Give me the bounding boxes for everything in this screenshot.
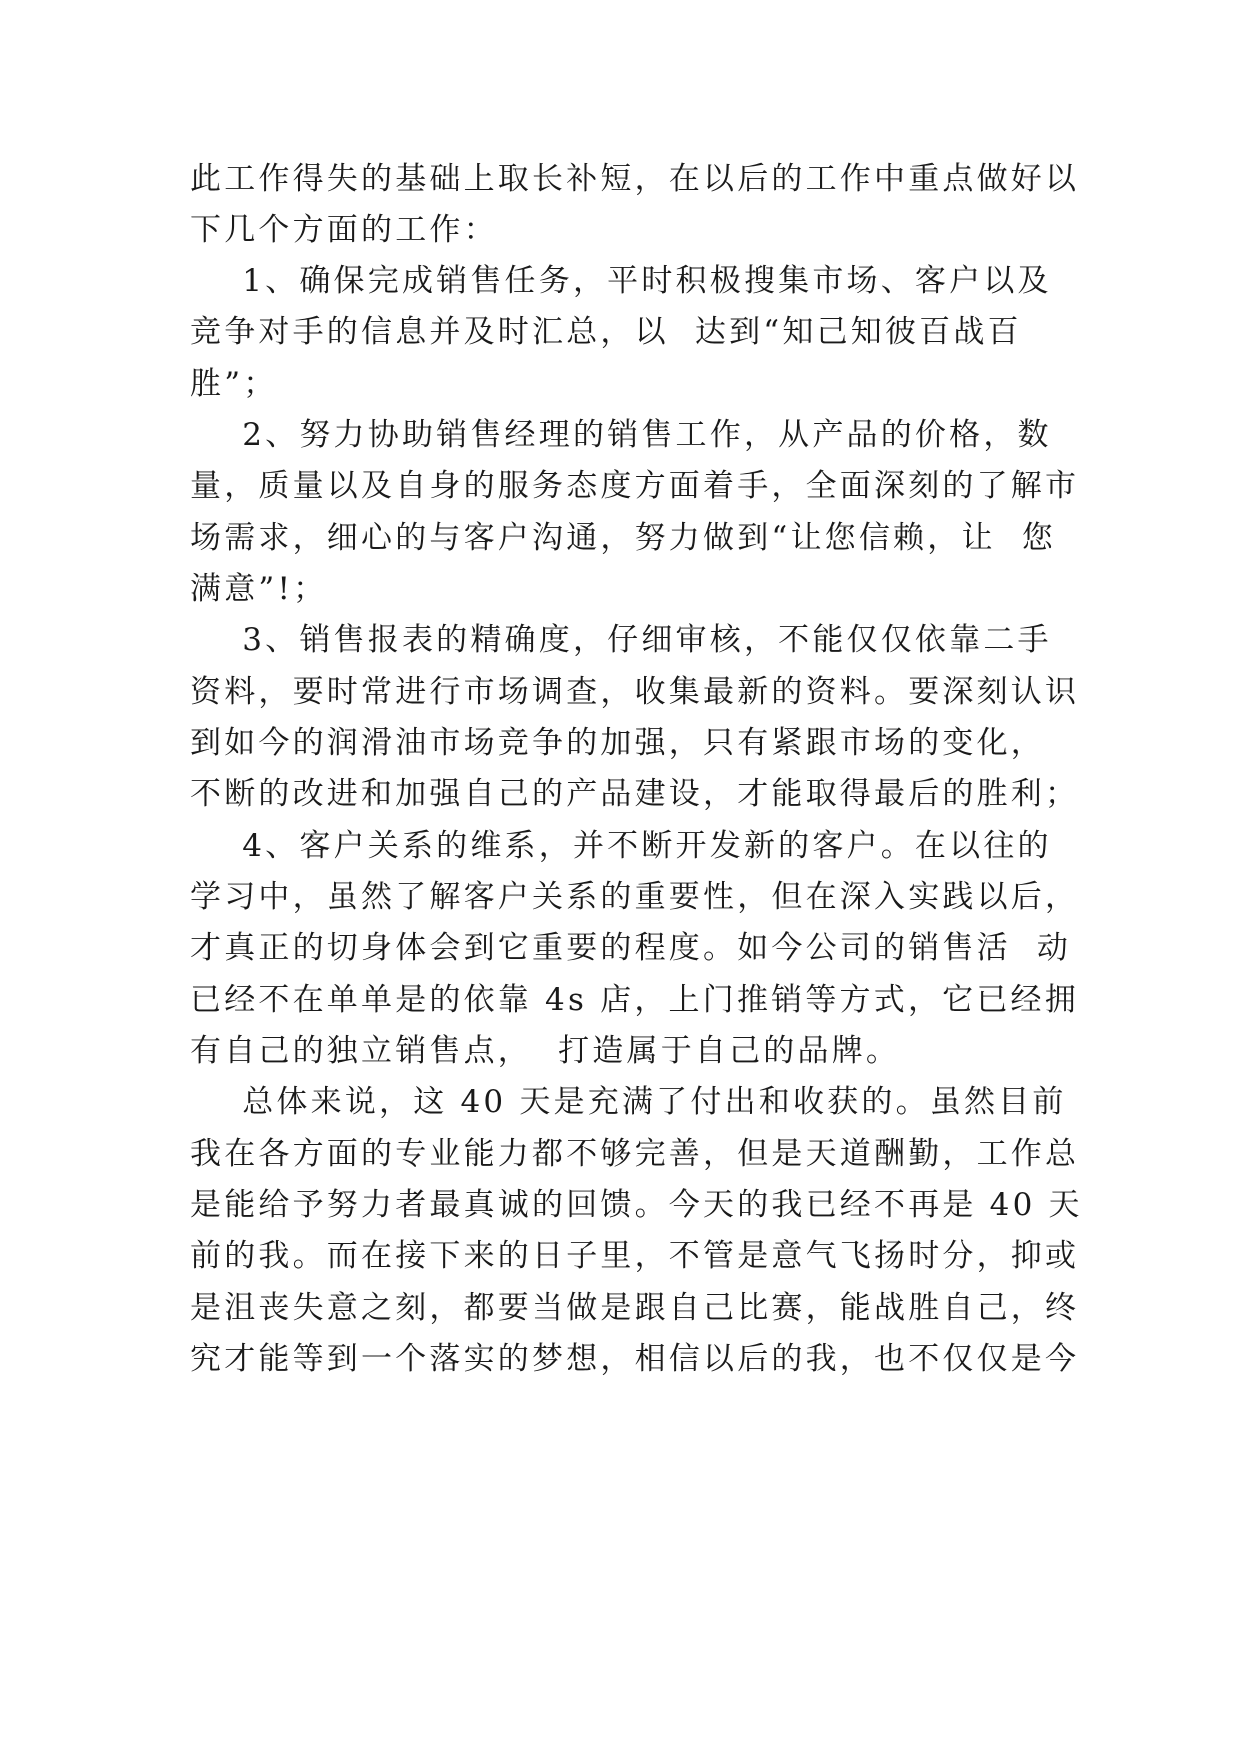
text-line: 我在各方面的专业能力都不够完善，但是天道酬勤，工作总: [190, 1136, 1080, 1172]
text-line: 有自己的独立销售点， 打造属于自己的品牌。: [190, 1033, 901, 1069]
text-line: 前的我。而在接下来的日子里，不管是意气飞扬时分，抑或: [190, 1238, 1080, 1274]
text-line: 4、客户关系的维系，并不断开发新的客户。在以往的: [190, 828, 1052, 864]
text-line: 是能给予努力者最真诚的回馈。今天的我已经不再是 40 天: [190, 1187, 1083, 1223]
text-line: 学习中，虽然了解客户关系的重要性，但在深入实践以后，: [190, 879, 1080, 915]
text-line: 是沮丧失意之刻，都要当做是跟自己比赛，能战胜自己，终: [190, 1290, 1080, 1326]
text-line: 场需求，细心的与客户沟通，努力做到“让您信赖，让 您: [190, 520, 1056, 556]
text-line: 总体来说，这 40 天是充满了付出和收获的。虽然目前: [190, 1084, 1067, 1120]
text-line: 满意”!；: [190, 571, 328, 607]
text-line: 资料，要时常进行市场调查，收集最新的资料。要深刻认识: [190, 674, 1080, 710]
text-line: 究才能等到一个落实的梦想，相信以后的我，也不仅仅是今: [190, 1341, 1080, 1377]
text-line: 胜”；: [190, 366, 278, 402]
text-line: 3、销售报表的精确度，仔细审核，不能仅仅依靠二手: [190, 622, 1052, 658]
text-line: 竞争对手的信息并及时汇总，以 达到“知己知彼百战百: [190, 314, 1022, 350]
text-line: 2、努力协助销售经理的销售工作，从产品的价格，数: [190, 417, 1052, 453]
text-line: 才真正的切身体会到它重要的程度。如今公司的销售活 动: [190, 930, 1072, 966]
text-line: 已经不在单单是的依靠 4s 店，上门推销等方式，它已经拥: [190, 982, 1079, 1018]
text-line: 1、确保完成销售任务，平时积极搜集市场、客户以及: [190, 263, 1052, 299]
text-line: 不断的改进和加强自己的产品建设，才能取得最后的胜利；: [190, 776, 1080, 812]
text-line: 下几个方面的工作：: [190, 212, 498, 248]
text-line: 量，质量以及自身的服务态度方面着手，全面深刻的了解市: [190, 468, 1080, 504]
text-line: 到如今的润滑油市场竞争的加强，只有紧跟市场的变化，: [190, 725, 1045, 761]
text-line: 此工作得失的基础上取长补短，在以后的工作中重点做好以: [190, 161, 1080, 197]
